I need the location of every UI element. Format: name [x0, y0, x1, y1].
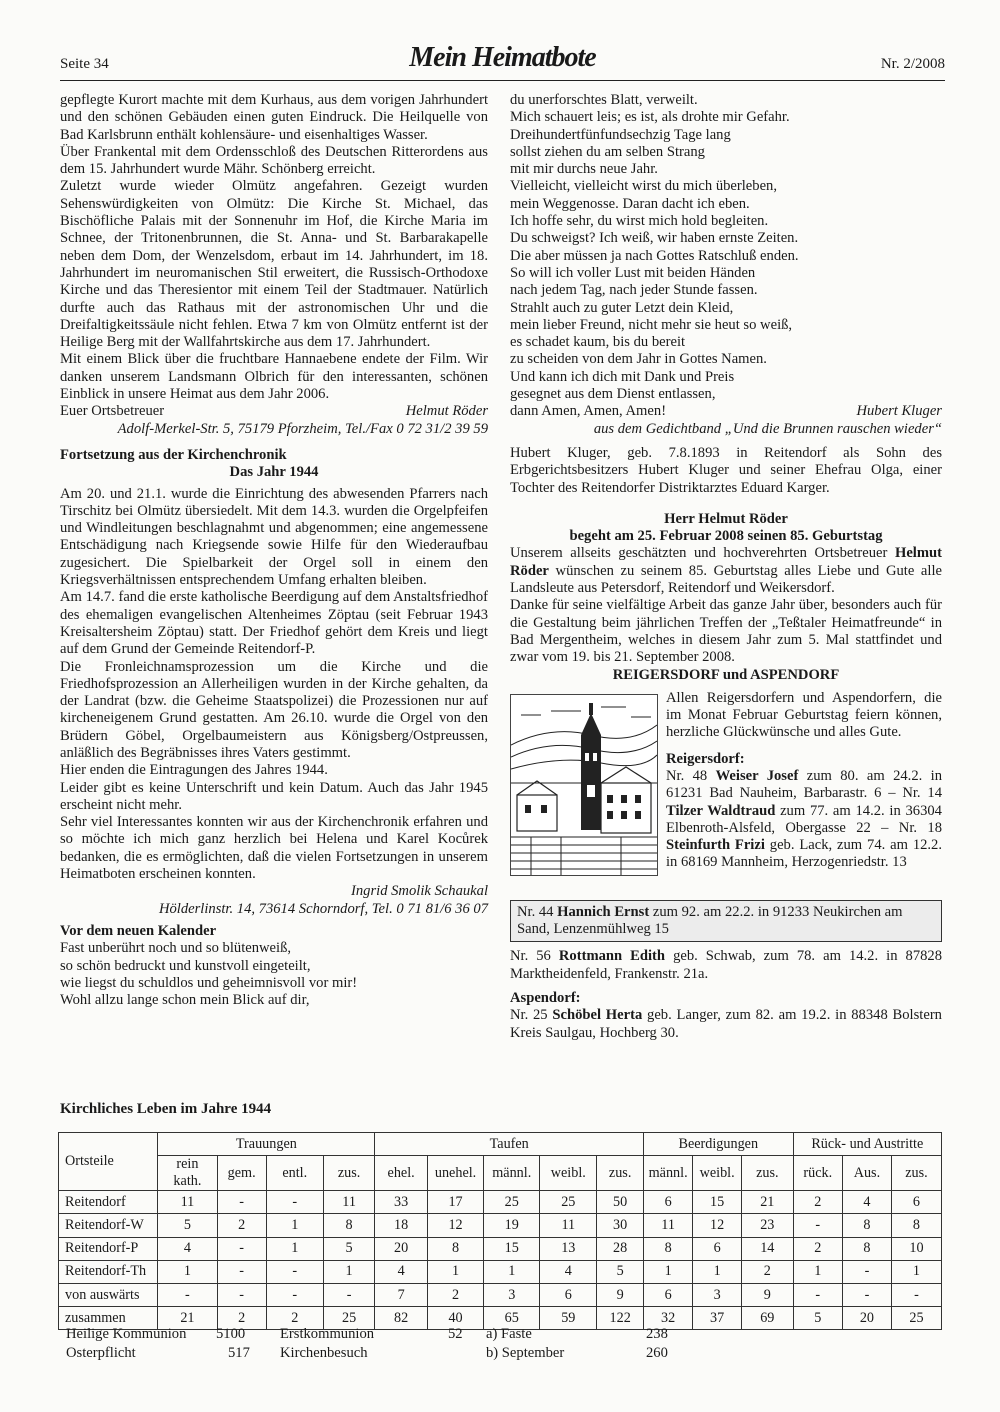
table-cell: - [217, 1191, 266, 1214]
table-cell: 6 [891, 1191, 941, 1214]
issue-number: Nr. 2/2008 [880, 56, 945, 72]
table-cell: 82 [375, 1307, 427, 1330]
table-cell: 12 [693, 1214, 742, 1237]
table-cell: 6 [693, 1237, 742, 1260]
table-cell: 8 [842, 1214, 891, 1237]
poem-author: Hubert Kluger [856, 403, 942, 420]
table-row [59, 1191, 942, 1214]
poem-line: gesegnet aus dem Dienst entlassen, [510, 386, 716, 403]
table-cell: 25 [323, 1307, 375, 1330]
poem-line: sollst ziehen du am selben Strang [510, 143, 705, 160]
column-subheader: rein kath. [158, 1156, 217, 1191]
table-cell: 2 [793, 1237, 842, 1260]
table-cell: - [217, 1237, 266, 1260]
table-cell: - [158, 1283, 217, 1306]
poem-line: dann Amen, Amen, Amen! [510, 403, 667, 420]
table-cell: 122 [597, 1307, 644, 1330]
poem-line: Strahlt auch zu guter Letzt dein Kleid, [510, 299, 734, 316]
table-cell: 11 [540, 1214, 597, 1237]
intro-paragraph: Zuletzt wurde wieder Olmütz angefahren. Gezeigt wurden Sehenswürdigkeiten von Olmütz: Die Kirche St. Michael, das Bischöfliche Palais mit der Sonnenuhr im Hof, die Kirche Maria im Schnee, der Tritonenbrunnen, die St. Anna- und St. Barbarakapelle neben dem Dom, der Wenzelsdom, erbaut im 14. Jahrhundert, im 18. Jahrhundert im neuromanischen Stil erweitert, die Russisch-Orthodoxe Kirche und das Theresientor mit einem Teil der Stadtmauer. Natürlich durfte auch das Rathaus mit der astronomischen Uhr und die Dreifaltigkeitssäule nicht fehlen. Etwa 7 km von Olmütz entfernt ist der Heilige Berg mit der Wallfahrtskirche aus dem 17. Jahrhundert. [60, 178, 488, 351]
person-name: Rottmann Edith [558, 948, 666, 965]
poem-line: zu scheiden von dem Jahr in Gottes Namen. [510, 351, 767, 368]
page-header [60, 42, 945, 84]
table-sub-header-row [59, 1156, 942, 1191]
poem-line: wie liegst du schuldlos und geheimnisvoll vor mir! [60, 974, 358, 991]
header-rule [60, 80, 945, 81]
table-cell: 5 [597, 1260, 644, 1283]
birthday-paragraph: Danke für seine vielfältige Arbeit das ganze Jahr über, besonders auch für die Gestaltung beim jährlichen Treffen der „Teßtaler Heimatfreunde“ in Bad Mergentheim, welches in diesem Jahr zum 5. Mal stattfindet und zwar vom 19. bis 21. September 2008. [510, 597, 942, 666]
poem-line: du unerforschtes Blatt, verweilt. [510, 92, 698, 108]
village-church-illustration [510, 694, 658, 876]
table-cell: 1 [158, 1260, 217, 1283]
poem-source: aus dem Gedichtband „Und die Brunnen rauschen wieder“ [593, 420, 942, 437]
table-cell: - [891, 1283, 941, 1306]
birthday-subtitle: begeht am 25. Februar 2008 seinen 85. Geburtstag [569, 528, 883, 545]
signature-role: Euer Ortsbetreuer [60, 403, 165, 420]
church-statistics-table [58, 1132, 942, 1330]
table-cell: 1 [266, 1237, 323, 1260]
table-cell: 50 [597, 1191, 644, 1214]
table-row [59, 1260, 942, 1283]
footer-value: 238 [646, 1326, 668, 1342]
table-cell: 11 [643, 1214, 692, 1237]
table-cell: 8 [323, 1214, 375, 1237]
table-group-header-row [59, 1133, 942, 1156]
chronik-paragraph: Am 14.7. fand die erste katholische Beerdigung auf dem Anstaltsfriedhof des ehemaligen evangelischen Altenheimes Zöptau (seit Februar 1943 Kreisaltersheim Zöptau) statt. Der Friedhof gehört dem Kreis und liegt auf dem Grund der Gemeinde Reitendorf-P. [60, 589, 488, 658]
column-subheader: gem. [217, 1156, 266, 1191]
intro-paragraph: Über Frankental mit dem Ordensschloß des Deutschen Ritterordens aus dem 15. Jahrhundert wurde Mähr. Schönberg erreicht. [60, 143, 488, 178]
reigersdorf-heading: REIGERSDORF und ASPENDORF [612, 666, 840, 683]
signature-name: Ingrid Smolik Schaukal [351, 883, 488, 900]
table-cell: 25 [484, 1191, 540, 1214]
row-label: Reitendorf-W [59, 1214, 158, 1237]
column-header: Beerdigungen [643, 1133, 793, 1156]
footer-value: 517 [228, 1345, 250, 1361]
table-cell: 2 [217, 1307, 266, 1330]
table-cell: - [266, 1260, 323, 1283]
chronik-paragraph: Die Fronleichnamsprozession um die Kirche und die Friedhofsprozession an Allerheiligen wurden in der Kirche gehalten, da der Landrat (bzw. die Geheime Staatspolizei) die Prozessionen nur auf kircheneigenem Grund gestatten. Am 26.10. wurde die Orgel von den Brüdern Göbel, Orgelbaumeistern aus Königsberg/Ostpreussen, anläßlich des Begräbnisses ihres Vaters gestimmt. [60, 658, 488, 761]
poem-title: Vor dem neuen Kalender [60, 922, 217, 939]
footer-value: 5100 [216, 1326, 246, 1342]
poem-line: Die aber müssen ja nach Gottes Ratschluß enden. [510, 247, 799, 264]
row-label: Reitendorf-P [59, 1237, 158, 1260]
column-subheader: zus. [741, 1156, 793, 1191]
table-cell: - [217, 1260, 266, 1283]
poem-line: Wohl allzu lange schon mein Blick auf dir, [60, 992, 310, 1009]
footer-label: Kirchenbesuch [280, 1345, 368, 1361]
reigersdorf-text [666, 690, 942, 872]
column-header: Rück- und Austritte [793, 1133, 941, 1156]
left-column [60, 92, 488, 1009]
birthday-list: Nr. 48 Weiser Josef zum 80. am 24.2. in 61231 Bad Nauheim, Barbarastr. 6 – Nr. 14 Tilzer Waldtraud zum 77. am 14.2. in 36304 Elbenroth-Alsfeld, Obergasse 22 – Nr. 18 Steinfurth Frizi geb. Lack, zum 74. am 12.2. in 68169 Mannheim, Herzogenriedstr. 13 [666, 767, 943, 871]
table-cell: - [793, 1214, 842, 1237]
poem-line: Fast unberührt noch und so blütenweiß, [60, 940, 292, 957]
table-cell: 59 [540, 1307, 597, 1330]
aspendorf-label: Aspendorf: [510, 989, 581, 1006]
table-cell: 4 [540, 1260, 597, 1283]
poem-line: Du schweigst? Ich weiß, wir haben ernste Zeiten. [510, 230, 799, 247]
footer-label: Osterpflicht [66, 1345, 136, 1361]
poem-line: nach jedem Tag, nach jeder Stunde fassen. [510, 282, 758, 299]
column-subheader: ehel. [375, 1156, 427, 1191]
table-cell: 37 [693, 1307, 742, 1330]
table-cell: 10 [891, 1237, 941, 1260]
column-subheader: weibl. [540, 1156, 597, 1191]
signature-line [60, 403, 488, 420]
column-subheader: zus. [891, 1156, 941, 1191]
greeting-paragraph: Allen Reigersdorfern und Aspendorfern, die im Monat Februar Geburtstag feiern können, herzliche Glückwünsche und alles Gute. [666, 689, 942, 741]
newspaper-logo: Mein Heimatbote [409, 42, 596, 73]
column-subheader: zus. [597, 1156, 644, 1191]
table-cell: 11 [323, 1191, 375, 1214]
footer-label: Erstkommunion [280, 1326, 375, 1342]
table-cell: 1 [891, 1260, 941, 1283]
table-title: Kirchliches Leben im Jahre 1944 [60, 1101, 272, 1117]
table-cell: 2 [741, 1260, 793, 1283]
column-subheader: zus. [323, 1156, 375, 1191]
row-label: zusammen [59, 1307, 158, 1330]
table-cell: 25 [540, 1191, 597, 1214]
table-cell: 4 [375, 1260, 427, 1283]
table-cell: 7 [375, 1283, 427, 1306]
table-cell: 20 [375, 1237, 427, 1260]
chronik-paragraph: Sehr viel Interessantes konnten wir aus der Kirchenchronik erfahren und so möchte ich mich ganz herzlich bei Helena und Karel Kocůrek bedanken, die es ermöglichten, daß die vielen Fortsetzungen in unserem Heimatboten erscheinen konnten. [60, 814, 488, 883]
table-cell: 15 [484, 1237, 540, 1260]
column-subheader: männl. [484, 1156, 540, 1191]
intro-paragraph: Mit einem Blick über die fruchtbare Hannaebene endete der Film. Wir danken unserem Landsmann Olbrich für den interessanten, schönen Einblick in unsere Heimat aus dem Jahr 2006. [60, 351, 488, 403]
highlighted-birthday-box: Nr. 44 Hannich Ernst zum 92. am 22.2. in 91233 Neukirchen am Sand, Lenzenmühlweg 15 [510, 900, 942, 943]
column-subheader: entl. [266, 1156, 323, 1191]
table-cell: 5 [323, 1237, 375, 1260]
table-cell: 21 [158, 1307, 217, 1330]
table-cell: - [217, 1283, 266, 1306]
table-cell: 2 [217, 1214, 266, 1237]
table-cell: 1 [693, 1260, 742, 1283]
right-column [510, 92, 942, 1042]
table-cell: 15 [693, 1191, 742, 1214]
table-cell: 20 [842, 1307, 891, 1330]
poem-line: mein lieber Freund, nicht mehr sie heut so weiß, [510, 316, 793, 333]
reigersdorf-label: Reigersdorf: [666, 750, 745, 767]
poem-line: es schadet kaum, bis du bereit [510, 334, 686, 351]
poem-line: Vielleicht, vielleicht wirst du mich überleben, [510, 178, 777, 195]
table-cell: 25 [891, 1307, 941, 1330]
intro-paragraph: gepflegte Kurort machte mit dem Kurhaus, aus dem vorigen Jahrhundert und den schönen Gebäuden einen guten Eindruck. Die Heilquelle von Bad Karlsbrunn enthält kohlensäure- und eisenhaltiges Wasser. [60, 92, 488, 143]
birthday-paragraph: Unserem allseits geschätzten und hochverehrten Ortsbetreuer Helmut Röder wünschen zu seinem 85. Geburtstag alles Liebe und Gute alle Landsleute aus Petersdorf, Reitendorf und Weikersdorf. [510, 545, 942, 597]
table-cell: 1 [323, 1260, 375, 1283]
table-cell: 9 [741, 1283, 793, 1306]
reigersdorf-section [510, 690, 942, 896]
column-subheader: rück. [793, 1156, 842, 1191]
birthday-entry: Nr. 56 Rottmann Edith geb. Schwab, zum 78. am 14.2. in 87828 Marktheidenfeld, Frankenstr. 21a. [510, 948, 943, 982]
table-cell: 4 [158, 1237, 217, 1260]
chronik-subtitle: Das Jahr 1944 [229, 464, 319, 481]
poem-line: Und kann ich dich mit Dank und Preis [510, 368, 735, 385]
table-cell: 30 [597, 1214, 644, 1237]
table-cell: 28 [597, 1237, 644, 1260]
table-row [59, 1283, 942, 1306]
poem-last-line [510, 403, 942, 420]
table-cell: 9 [597, 1283, 644, 1306]
column-subheader: weibl. [693, 1156, 742, 1191]
table-cell: 69 [741, 1307, 793, 1330]
table-cell: 17 [427, 1191, 483, 1214]
signature-name: Helmut Röder [405, 403, 488, 420]
column-subheader: unehel. [427, 1156, 483, 1191]
table-cell: 11 [158, 1191, 217, 1214]
table-cell: 12 [427, 1214, 483, 1237]
author-bio: Hubert Kluger, geb. 7.8.1893 in Reitendorf als Sohn des Erbgerichtsbesitzers Hubert Kluger und seiner Ehefrau Olga, einer Tochter des Reitendorfer Distriktarztes Eduard Karger. [510, 444, 942, 496]
table-cell: 8 [842, 1237, 891, 1260]
footer-label: Heilige Kommunion [66, 1326, 187, 1342]
page-number: Seite 34 [60, 56, 109, 72]
table-cell: - [842, 1283, 891, 1306]
honoree-name: Helmut Röder [510, 545, 942, 579]
column-subheader: männl. [643, 1156, 692, 1191]
table-cell: 1 [427, 1260, 483, 1283]
table-cell: - [793, 1283, 842, 1306]
row-label: von auswärts [59, 1283, 158, 1306]
table-cell: 3 [693, 1283, 742, 1306]
footer-label: a) Faste [486, 1326, 532, 1342]
table-cell: 8 [643, 1237, 692, 1260]
column-subheader: Aus. [842, 1156, 891, 1191]
table-cell: 18 [375, 1214, 427, 1237]
table-cell: 13 [540, 1237, 597, 1260]
table-cell: 40 [427, 1307, 483, 1330]
table-cell: - [266, 1191, 323, 1214]
poem-line: mein Weggenosse. Daran dacht ich eben. [510, 195, 750, 212]
table-cell: 8 [891, 1214, 941, 1237]
person-name: Hannich Ernst [557, 903, 650, 920]
table-cell: 1 [643, 1260, 692, 1283]
footer-label: b) September [486, 1345, 565, 1361]
chronik-paragraph: Am 20. und 21.1. wurde die Einrichtung des abwesenden Pfarrers nach Tirschitz bei Olmütz übersiedelt. Mit dem 14.3. wurden die Orgelpfeifen und Windleitungen beschlagnahmt und abgenommen; eine angemessene Entschädigung nach Kriegsende sowie Hilfe für den Wiederaufbau zugesichert. Die Spielbarkeit der Orgel soll in einem den Kriegsverhältnissen entsprechendem Umfang erhalten bleiben. [60, 485, 488, 589]
table-cell: 1 [266, 1214, 323, 1237]
person-name: Tilzer Waldtraud [666, 802, 776, 819]
table-cell: 21 [741, 1191, 793, 1214]
row-label: Reitendorf [59, 1191, 158, 1214]
poem-line: So will ich voller Lust mit beiden Händen [510, 264, 756, 281]
footer-value: 52 [448, 1326, 463, 1342]
column-header: Taufen [375, 1133, 644, 1156]
column-header: Ortsteile [59, 1133, 158, 1191]
table-cell: 2 [266, 1307, 323, 1330]
table-cell: 33 [375, 1191, 427, 1214]
table-cell: 1 [793, 1260, 842, 1283]
table-cell: - [323, 1283, 375, 1306]
row-label: Reitendorf-Th [59, 1260, 158, 1283]
poem-line: mit mir durchs neue Jahr. [510, 161, 658, 178]
table-cell: 6 [540, 1283, 597, 1306]
birthday-entry: Nr. 25 Schöbel Herta geb. Langer, zum 82. am 19.2. in 88348 Bolstern Kreis Saulgau, Hochberg 30. [510, 1007, 942, 1041]
table-cell: 1 [484, 1260, 540, 1283]
birthday-title: Herr Helmut Röder [664, 510, 788, 527]
column-header: Trauungen [158, 1133, 375, 1156]
table-cell: 14 [741, 1237, 793, 1260]
table-cell: 5 [793, 1307, 842, 1330]
chronik-title: Fortsetzung aus der Kirchenchronik [60, 446, 287, 463]
person-name: Schöbel Herta [552, 1007, 643, 1024]
footer-value: 260 [646, 1345, 668, 1361]
table-cell: 2 [793, 1191, 842, 1214]
table-cell: 5 [158, 1214, 217, 1237]
table-cell: 6 [643, 1191, 692, 1214]
table-cell: - [842, 1260, 891, 1283]
table-cell: 32 [643, 1307, 692, 1330]
table-cell: 4 [842, 1191, 891, 1214]
table-row [59, 1214, 942, 1237]
table-cell: - [266, 1283, 323, 1306]
poem-line: Mich schauert leis; es ist, als drohte mir Gefahr. [510, 109, 790, 126]
table-cell: 65 [484, 1307, 540, 1330]
person-name: Weiser Josef [715, 767, 799, 784]
poem-line: so schön bedruckt und kunstvoll eingeteilt, [60, 957, 311, 974]
table-cell: 2 [427, 1283, 483, 1306]
signature-address: Adolf-Merkel-Str. 5, 75179 Pforzheim, Tel./Fax 0 72 31/2 39 59 [117, 420, 488, 437]
table-cell: 6 [643, 1283, 692, 1306]
chronik-paragraph: Hier enden die Eintragungen des Jahres 1944. [60, 762, 328, 779]
signature-address: Hölderlinstr. 14, 73614 Schorndorf, Tel. 0 71 81/6 36 07 [158, 900, 488, 917]
table-cell: 8 [427, 1237, 483, 1260]
table-cell: 3 [484, 1283, 540, 1306]
chronik-paragraph: Leider gibt es keine Unterschrift und kein Datum. Auch das Jahr 1945 erscheint nicht mehr. [60, 779, 488, 813]
person-name: Steinfurth Frizi [666, 837, 765, 854]
table-row [59, 1237, 942, 1260]
poem-line: Dreihundertfünfundsechzig Tage lang [510, 126, 731, 143]
poem-line: Ich hoffe sehr, du wirst mich hold begleiten. [510, 213, 769, 230]
table-cell: 23 [741, 1214, 793, 1237]
table-cell: 19 [484, 1214, 540, 1237]
